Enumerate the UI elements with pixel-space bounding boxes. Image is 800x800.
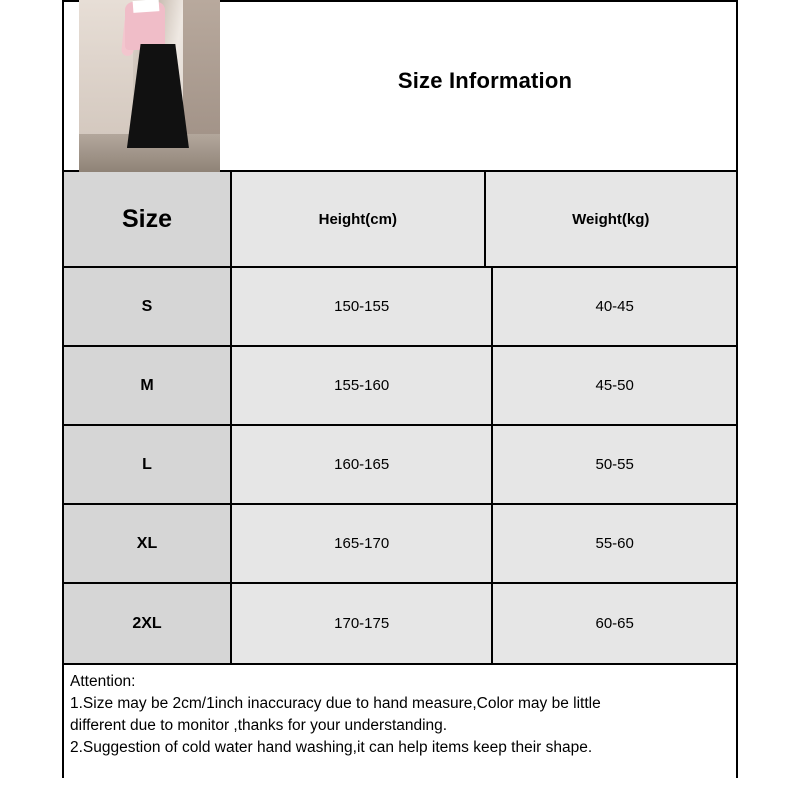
cell-weight: 45-50	[493, 347, 736, 424]
attention-line-2: different due to monitor ,thanks for your understanding.	[70, 717, 448, 734]
cell-size: 2XL	[64, 584, 232, 663]
cell-height: 150-155	[232, 268, 493, 345]
table-row	[64, 584, 736, 663]
cell-height: 170-175	[232, 584, 493, 663]
table-row	[64, 505, 736, 584]
column-header-weight: Weight(kg)	[486, 172, 736, 266]
table-header-row	[64, 172, 736, 268]
cell-size: S	[64, 268, 232, 345]
cell-weight: 55-60	[493, 505, 736, 582]
cell-height: 155-160	[232, 347, 493, 424]
chart-header	[64, 2, 736, 172]
table-row	[64, 268, 736, 347]
photo-model-collar	[132, 0, 159, 13]
cell-size: M	[64, 347, 232, 424]
attention-line-1: 1.Size may be 2cm/1inch inaccuracy due to hand measure,Color may be little	[70, 695, 601, 712]
cell-weight: 50-55	[493, 426, 736, 503]
attention-line-3: 2.Suggestion of cold water hand washing,it can help items keep their shape.	[70, 739, 593, 756]
product-photo	[79, 0, 220, 172]
table-row	[64, 347, 736, 426]
page-title: Size Information	[397, 68, 573, 93]
cell-height: 160-165	[232, 426, 493, 503]
column-header-size: Size	[64, 172, 232, 266]
cell-weight: 40-45	[493, 268, 736, 345]
attention-heading: Attention:	[70, 673, 136, 690]
size-information-chart	[62, 0, 738, 778]
cell-size: L	[64, 426, 232, 503]
table-row	[64, 426, 736, 505]
cell-weight: 60-65	[493, 584, 736, 663]
attention-note	[64, 663, 736, 789]
column-header-height: Height(cm)	[232, 172, 486, 266]
cell-size: XL	[64, 505, 232, 582]
size-table	[64, 172, 736, 663]
cell-height: 165-170	[232, 505, 493, 582]
